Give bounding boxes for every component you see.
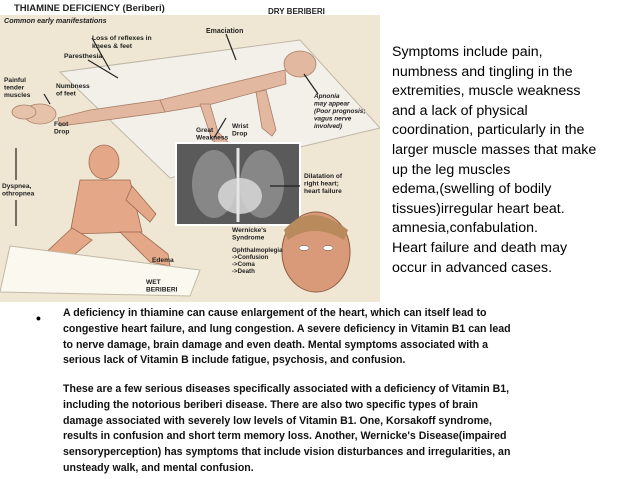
beriberi-illustration (0, 0, 380, 302)
caption-line: extremities, muscle weakness (392, 83, 581, 100)
paragraph-line: serious lack of Vitamin B include fatigue, psychosis, and confusion. (63, 354, 406, 367)
dry-beriberi-label: DRY BERIBERI (268, 7, 325, 16)
foot-drop-label: Foot Drop (54, 121, 70, 136)
illustration-subtitle: Common early manifestations (4, 16, 107, 25)
caption-line: edema,(swelling of bodily (392, 181, 552, 198)
paragraph-line: results in confusion and short term memory loss. Another, Wernicke's Disease(impaired (63, 430, 507, 443)
paragraph-line: These are a few serious diseases specifically associated with a deficiency of Vitamin B1, (63, 383, 510, 395)
caption-line: and a lack of physical (392, 102, 528, 119)
illustration-title: THIAMINE DEFICIENCY (Beriberi) (14, 3, 165, 14)
paragraph-line: including the notorious beriberi disease. There are also two specific types of brain (63, 398, 479, 411)
ophthalmoplegia-label: Ophthalmoplegia ->Confusion ->Coma ->Death (232, 247, 283, 275)
caption-line: amnesia,confabulation. (392, 220, 538, 237)
caption-line: occur in advanced cases. (392, 259, 553, 276)
paragraph-line: damage associated with severely low levels of Vitamin B1. One, Korsakoff syndrome, (63, 414, 493, 427)
paragraph-line: congestive heart failure, and lung congestion. A severe deficiency in Vitamin B1 can lead (63, 322, 511, 335)
caption-line: Symptoms include pain, (392, 44, 543, 60)
paragraph-line: unsteady walk, and mental confusion. (63, 461, 254, 474)
numbness-label: Numbness of feet (56, 83, 90, 98)
caption-line: Heart failure and death may (392, 239, 568, 256)
caption-line: numbness and tingling in the (392, 63, 573, 80)
dyspnea-label: Dyspnea, othropnea (2, 183, 35, 198)
paragraph-line: to nerve damage, brain damage and even death. Mental symptoms associated with a (63, 338, 489, 351)
wrist-drop-label: Wrist Drop (232, 123, 249, 138)
loss-reflexes-label: Loss of reflexes in knees & feet (92, 35, 152, 50)
wernicke-head (282, 212, 350, 292)
bullet-marker: • (36, 310, 41, 326)
caption-line: larger muscle masses that make (392, 141, 597, 158)
wet-beriberi-label: WET BERIBERI (146, 279, 178, 294)
paresthesia-label: Paresthesia (64, 53, 103, 60)
paragraph-2 (63, 382, 628, 477)
wernicke-label: Wernicke's Syndrome (232, 227, 267, 242)
symptoms-caption (392, 43, 632, 278)
paragraph-line: sensoryperception) has symptoms that include vision disturbances and irregularities, an (63, 446, 511, 459)
painful-muscles-label: Painful tender muscles (4, 77, 31, 99)
edema-label: Edema (152, 257, 174, 264)
caption-line: tissues)irregular heart beat. (392, 200, 565, 217)
paragraph-line: A deficiency in thiamine can cause enlargement of the heart, which can itself lead to (63, 307, 487, 319)
paragraph-1 (63, 306, 628, 369)
caption-line: up the leg muscles (392, 161, 511, 178)
emaciation-label: Emaciation (206, 28, 244, 35)
great-weakness-label: Great Weakness (196, 127, 229, 142)
caption-line: coordination, particularly in the (392, 122, 585, 139)
apnonia-label: Apnonia may appear (Poor prognosis; vagus nerve involved) (314, 93, 366, 130)
illustration-canvas (0, 0, 380, 302)
dilatation-label: Dilatation of right heart; heart failure (304, 173, 343, 195)
